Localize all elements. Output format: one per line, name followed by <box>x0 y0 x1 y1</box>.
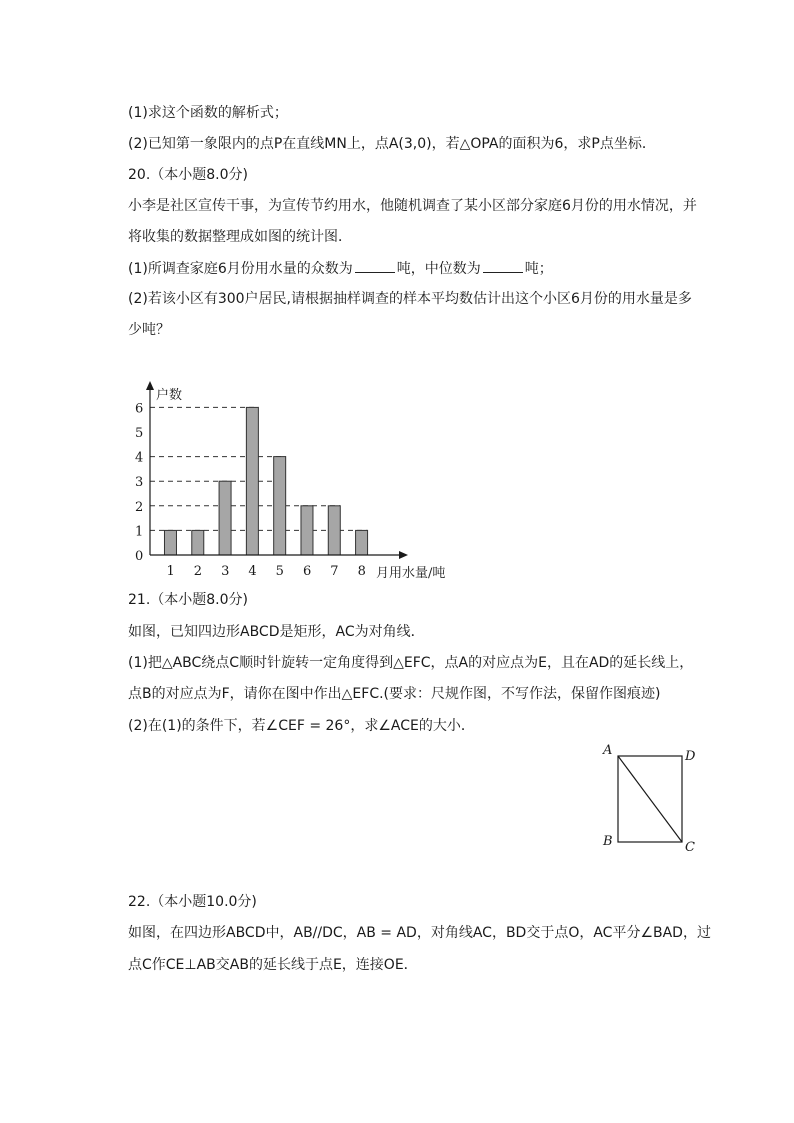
label-a: A <box>603 743 613 758</box>
label-c: C <box>685 840 695 855</box>
y-tick-label: 6 <box>135 401 144 417</box>
y-axis-title: 户数 <box>156 388 183 403</box>
rectangle-abcd-figure <box>596 738 706 858</box>
bar-4 <box>246 407 258 555</box>
q19-part2: (2)已知第一象限内的点P在直线MN上，点A(3,0)，若△OPA的面积为6，求P点坐标． <box>128 136 656 152</box>
x-tick-label: 3 <box>221 564 230 579</box>
bar-7 <box>328 506 340 555</box>
x-tick-label: 6 <box>302 564 312 579</box>
q22-line1: 如图，在四边形ABCD中，AB//DC，AB = AD，对角线AC，BD交于点O，AC平分∠BAD，过 <box>128 925 711 941</box>
answer-blank-mode[interactable] <box>355 258 395 273</box>
y-tick-label: 3 <box>135 475 144 491</box>
answer-blank-median[interactable] <box>483 258 523 273</box>
label-b: B <box>603 834 613 849</box>
q21-part1-line1: (1)把△ABC绕点C顺时针旋转一定角度得到△EFC，点A的对应点为E，且在AD的延长线上， <box>128 655 694 671</box>
y-tick-label: 1 <box>135 524 144 540</box>
bar-8 <box>356 530 368 555</box>
q20-part2-line1: (2)若该小区有300户居民,请根据抽样调查的样本平均数估计出这个小区6月份的用水量是多 <box>128 291 692 307</box>
x-tick-label: 5 <box>275 564 284 579</box>
y-tick-label: 5 <box>135 426 144 441</box>
q20-part1-c: 吨； <box>524 261 553 277</box>
q20-part1-a: (1)所调查家庭6月份用水量的众数为 <box>128 261 353 277</box>
q20-part2-line2: 少吨？ <box>128 322 170 338</box>
q20-part1-b: 吨，中位数为 <box>396 261 481 277</box>
x-tick-label: 2 <box>193 564 203 579</box>
q20-intro-1: 小李是社区宣传干事，为宣传节约用水，他随机调查了某小区部分家庭6月份的用水情况，并 <box>128 198 697 214</box>
x-tick-label: 7 <box>330 564 339 579</box>
y-tick-label: 0 <box>135 549 144 564</box>
y-axis-arrow <box>146 381 154 390</box>
y-tick-label: 2 <box>135 499 144 515</box>
x-axis-title: 月用水量/吨 <box>376 566 446 581</box>
x-tick-label: 4 <box>248 564 257 579</box>
q20-part1 <box>128 258 553 279</box>
bar-5 <box>274 457 286 555</box>
x-tick-label: 8 <box>357 564 366 579</box>
bar-3 <box>219 481 231 555</box>
bar-1 <box>164 530 176 555</box>
y-tick-label: 4 <box>135 450 144 466</box>
x-axis-arrow <box>399 551 408 559</box>
water-usage-bar-chart <box>128 378 468 583</box>
q21-header: 21.（本小题8.0分) <box>128 592 248 608</box>
q21-intro: 如图，已知四边形ABCD是矩形，AC为对角线． <box>128 624 425 640</box>
bar-6 <box>301 506 313 555</box>
bar-2 <box>192 530 204 555</box>
q22-line2: 点C作CE⊥AB交AB的延长线于点E，连接OE． <box>128 957 418 973</box>
q20-header: 20.（本小题8.0分) <box>128 167 248 183</box>
q22-header: 22.（本小题10.0分) <box>128 894 257 910</box>
x-tick-label: 1 <box>166 564 175 579</box>
q21-part2: (2)在(1)的条件下，若∠CEF = 26°，求∠ACE的大小． <box>128 718 475 734</box>
q21-part1-line2: 点B的对应点为F，请你在图中作出△EFC.(要求：尺规作图，不写作法，保留作图痕迹) <box>128 686 661 702</box>
q19-part1: (1)求这个函数的解析式； <box>128 105 288 121</box>
q20-intro-2: 将收集的数据整理成如图的统计图． <box>128 229 352 245</box>
diagonal-ac <box>618 756 682 842</box>
label-d: D <box>685 749 696 764</box>
